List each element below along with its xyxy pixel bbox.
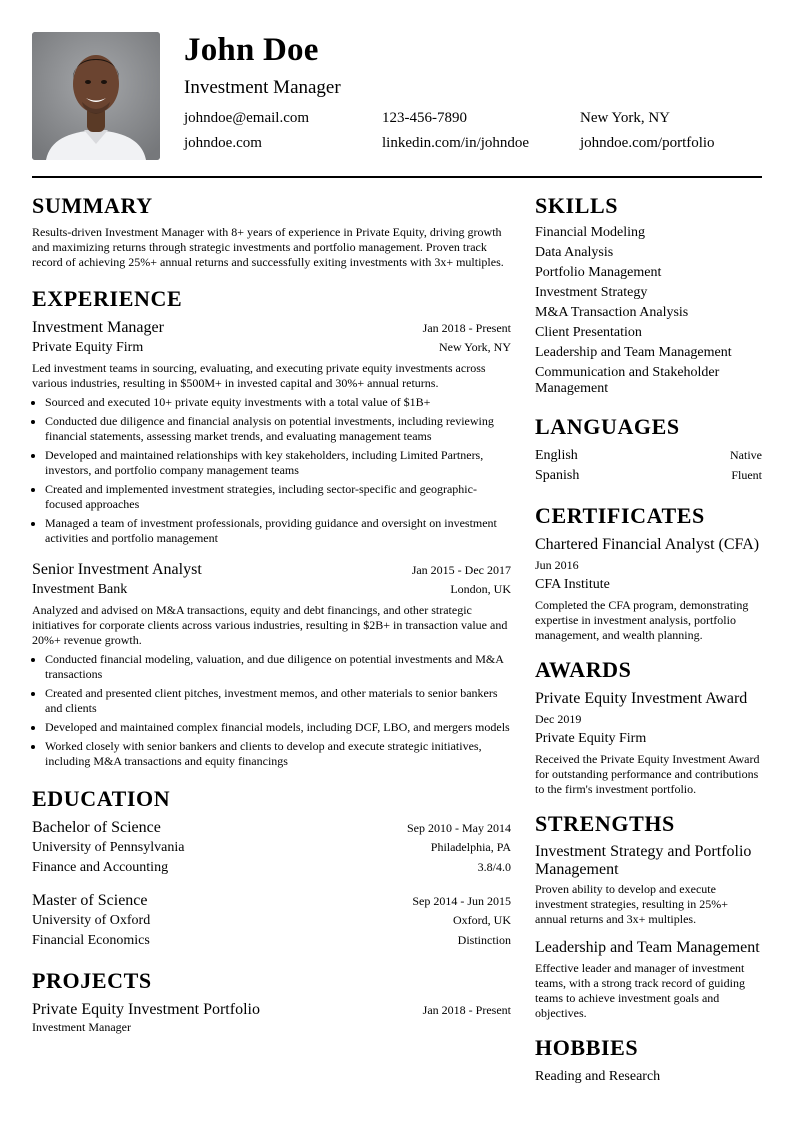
strength-description: Proven ability to develop and execute investment strategies, resulting in 25%+ annual returns and 3x+ multiples.	[535, 882, 729, 926]
contact-email: johndoe@email.com	[184, 110, 310, 126]
skill-item: Leadership and Team Management	[535, 345, 732, 360]
job-description: Analyzed and advised on M&A transactions, equity and debt financings, and other strategic initiatives for corporate clients across various industries, resulting in $2B+ in transaction value and 20%+ revenue growth.	[32, 603, 508, 647]
school-location: Philadelphia, PA	[430, 840, 511, 854]
section-heading: PROJECTS	[32, 968, 152, 993]
experience-section	[32, 287, 511, 769]
project-dates: Jan 2018 - Present	[422, 1003, 511, 1017]
contact-location: New York, NY	[580, 110, 671, 126]
job-dates: Jan 2015 - Dec 2017	[411, 563, 511, 577]
contact-website: johndoe.com	[184, 135, 262, 151]
degree: Master of Science	[32, 892, 148, 909]
person-portrait-icon	[32, 32, 160, 160]
list-item: • Developed and maintained relationships with key stakeholders, including Limited Partners, investors, and portfolio company management teams	[45, 448, 511, 478]
left-column	[32, 194, 511, 1035]
job-location: New York, NY	[438, 340, 511, 354]
field-of-study: Financial Economics	[32, 933, 150, 948]
list-item: • Developed and maintained complex financial models, including DCF, LBO, and mergers models	[45, 720, 511, 735]
candidate-name: John Doe	[184, 32, 319, 68]
contact-portfolio: johndoe.com/portfolio	[580, 135, 715, 151]
section-heading: SKILLS	[535, 193, 619, 218]
grade: Distinction	[457, 933, 511, 947]
language-name: Spanish	[535, 468, 580, 483]
job-title: Senior Investment Analyst	[32, 561, 202, 578]
certificate-description: Completed the CFA program, demonstrating expertise in investment analysis, portfolio management, and wealth planning.	[535, 598, 749, 642]
skill-item: Financial Modeling	[535, 225, 646, 240]
section-heading: CERTIFICATES	[535, 503, 705, 528]
grade: 3.8/4.0	[477, 860, 511, 874]
hobbies-section	[535, 1036, 762, 1087]
skill-item: M&A Transaction Analysis	[535, 305, 689, 320]
language-level: Fluent	[731, 468, 762, 482]
language-row	[535, 446, 762, 466]
language-name: English	[535, 448, 578, 463]
skill-item: Client Presentation	[535, 325, 642, 340]
candidate-title: Investment Manager	[184, 77, 341, 98]
job-dates: Jan 2018 - Present	[422, 321, 511, 335]
header-divider	[32, 176, 762, 178]
skill-item: Communication and Stakeholder Management	[535, 365, 720, 396]
hobby-item: Reading and Research	[535, 1069, 661, 1084]
job-company: Investment Bank	[32, 582, 128, 597]
award-title: Private Equity Investment Award	[535, 690, 748, 707]
skills-section	[535, 194, 762, 397]
education-entry	[32, 891, 511, 951]
contact-phone: 123-456-7890	[382, 110, 467, 126]
job-bullets	[32, 652, 511, 769]
list-item: • Conducted financial modeling, valuation, and due diligence on potential investments and M&A transactions	[45, 652, 511, 682]
skill-item: Data Analysis	[535, 245, 614, 260]
section-heading: STRENGTHS	[535, 811, 675, 836]
education-dates: Sep 2010 - May 2014	[407, 821, 511, 835]
job-company: Private Equity Firm	[32, 340, 144, 355]
job-title: Investment Manager	[32, 319, 164, 336]
education-dates: Sep 2014 - Jun 2015	[412, 894, 511, 908]
experience-entry	[32, 318, 511, 546]
education-section	[32, 787, 511, 951]
resume-header	[184, 30, 764, 153]
school: University of Oxford	[32, 913, 151, 928]
strength-title: Investment Strategy and Portfolio Management	[535, 843, 752, 878]
certificate-title: Chartered Financial Analyst (CFA)	[535, 536, 760, 553]
experience-entry	[32, 560, 511, 769]
degree: Bachelor of Science	[32, 819, 161, 836]
project-title: Private Equity Investment Portfolio	[32, 1001, 260, 1018]
school-location: Oxford, UK	[453, 913, 511, 927]
field-of-study: Finance and Accounting	[32, 860, 169, 875]
language-level: Native	[730, 448, 762, 462]
certificates-section	[535, 504, 762, 643]
languages-section	[535, 415, 762, 486]
section-heading: HOBBIES	[535, 1035, 639, 1060]
section-heading: AWARDS	[535, 657, 632, 682]
right-column	[535, 194, 762, 1087]
job-bullets	[32, 395, 511, 546]
section-heading: LANGUAGES	[535, 414, 680, 439]
award-description: Received the Private Equity Investment Award for outstanding performance and contributions to the firm's investment portfolio.	[535, 752, 760, 796]
certificate-issuer: CFA Institute	[535, 577, 610, 592]
list-item: • Worked closely with senior bankers and clients to develop and execute strategic initiatives, including M&A transactions and equity financings	[45, 739, 511, 769]
award-date: Dec 2019	[535, 712, 582, 726]
strengths-section	[535, 812, 762, 1021]
certificate-date: Jun 2016	[535, 558, 579, 572]
strength-title: Leadership and Team Management	[535, 939, 760, 956]
list-item: • Created and presented client pitches, investment memos, and other materials to senior bankers and clients	[45, 686, 511, 716]
profile-photo	[32, 32, 160, 160]
summary-text: Results-driven Investment Manager with 8+ years of experience in Private Equity, driving growth and maximizing returns through strategic investments and portfolio management. Proven track record of achieving 25%+ annual returns and successfully exiting investments with 3x+ multiples.	[32, 225, 504, 269]
job-description: Led investment teams in sourcing, evaluating, and executing private equity investments across various industries, resulting in $500M+ in invested capital and 30%+ annual returns.	[32, 361, 486, 390]
job-location: London, UK	[450, 582, 511, 596]
list-item: • Created and implemented investment strategies, including sector-specific and geographic-focused approaches	[45, 482, 511, 512]
summary-section	[32, 194, 511, 270]
section-heading: EDUCATION	[32, 786, 171, 811]
list-item: • Conducted due diligence and financial analysis on potential investments, including reviewing financial statements, assessing market trends, and evaluating management teams	[45, 414, 511, 444]
education-entry	[32, 818, 511, 878]
list-item: • Sourced and executed 10+ private equity investments with a total value of $1B+	[45, 395, 511, 410]
contact-linkedin: linkedin.com/in/johndoe	[382, 135, 530, 151]
section-heading: EXPERIENCE	[32, 286, 183, 311]
section-heading: SUMMARY	[32, 193, 153, 218]
list-item: • Managed a team of investment professionals, providing guidance and oversight on investment activities and portfolio management	[45, 516, 511, 546]
project-role: Investment Manager	[32, 1020, 131, 1034]
project-entry	[32, 1000, 511, 1035]
skill-item: Investment Strategy	[535, 285, 648, 300]
skill-item: Portfolio Management	[535, 265, 662, 280]
language-row	[535, 466, 762, 486]
award-issuer: Private Equity Firm	[535, 731, 647, 746]
contact-info	[184, 109, 764, 153]
school: University of Pennsylvania	[32, 840, 185, 855]
strength-description: Effective leader and manager of investment teams, with a strong track record of guiding teams to achieve investment goals and objectives.	[535, 961, 745, 1020]
awards-section	[535, 658, 762, 797]
projects-section	[32, 969, 511, 1035]
